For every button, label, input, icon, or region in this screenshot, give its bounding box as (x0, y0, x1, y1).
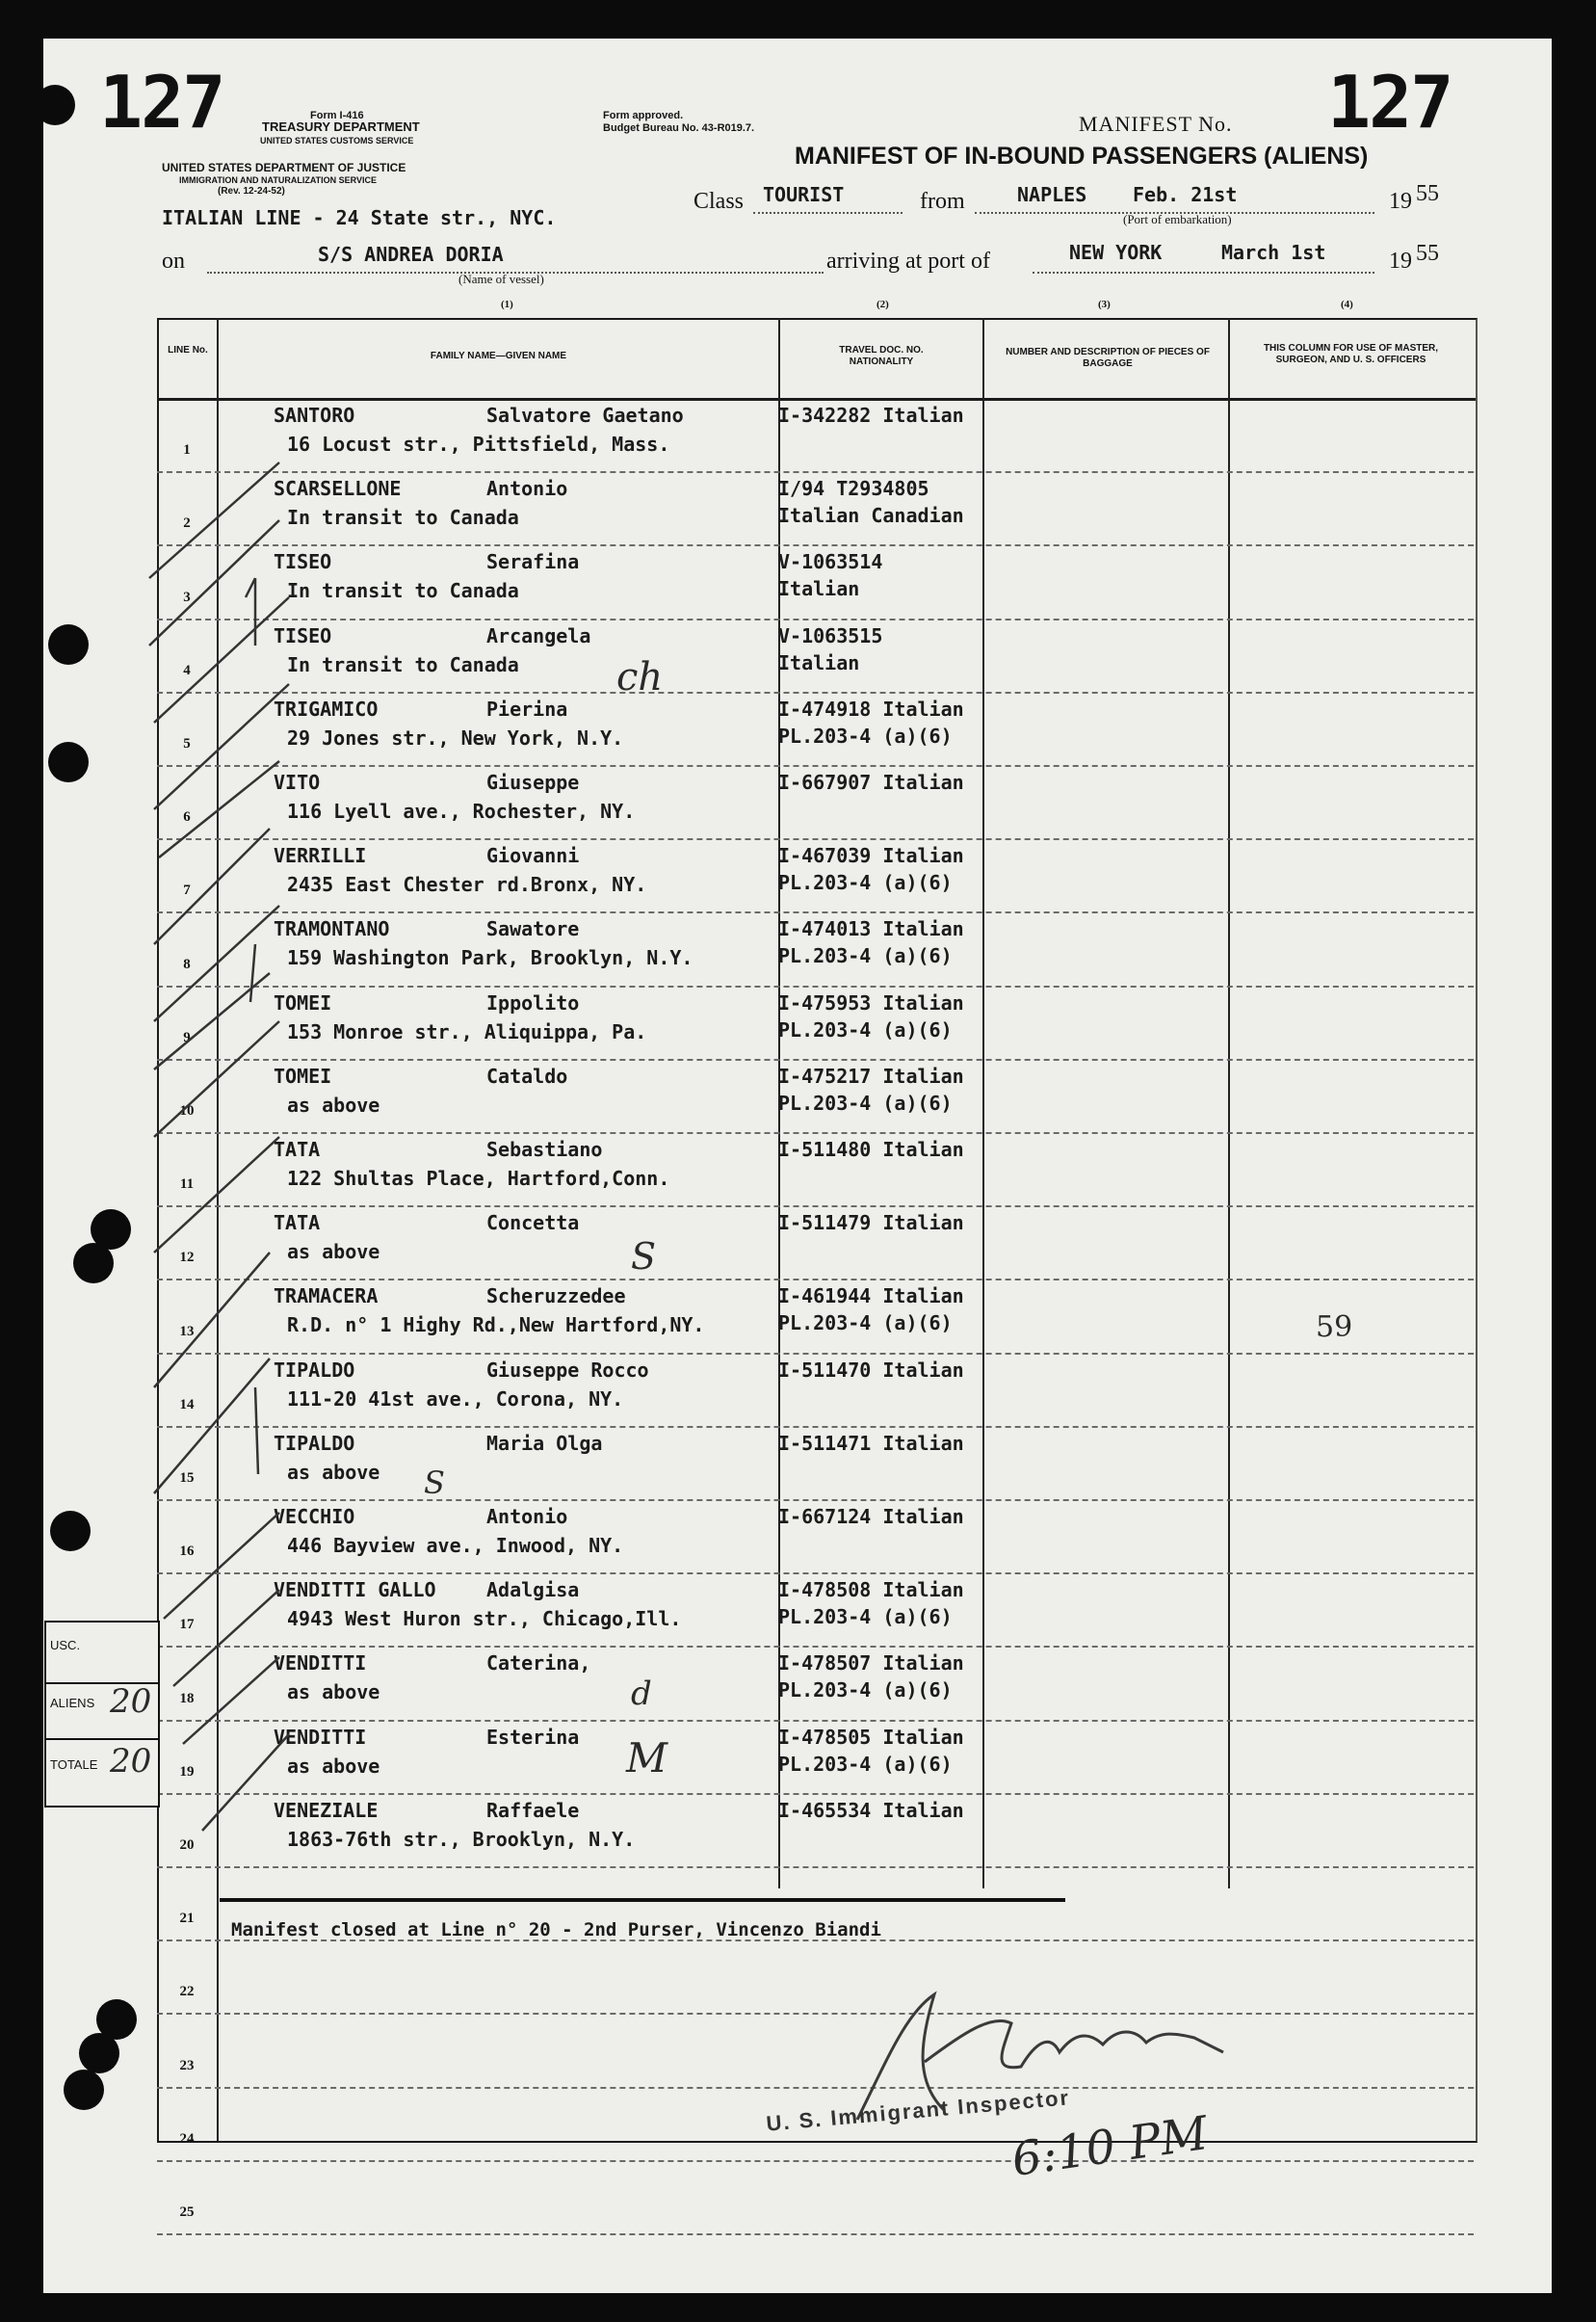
form-approved: Form approved. (603, 110, 684, 121)
passenger-family-name: TATA (274, 1138, 321, 1161)
line-number: 23 (179, 2057, 195, 2073)
passenger-given-name: Concetta (486, 1211, 580, 1235)
passenger-address: 116 Lyell ave., Rochester, NY. (287, 800, 636, 823)
row-divider (157, 2233, 1474, 2235)
passenger-family-name: TOMEI (274, 990, 332, 1015)
inspector-label: U. S. Immigrant Inspector (765, 2085, 1071, 2136)
line-number: 25 (179, 2204, 195, 2220)
travel-doc-number: I-667907 Italian (778, 771, 964, 794)
passenger-family-name: TOMEI (274, 1064, 332, 1088)
travel-doc-number: I-474918 Italian (778, 697, 964, 721)
passenger-family-name: VENDITTI (274, 1651, 367, 1676)
officer-note: 59 (1316, 1310, 1353, 1344)
travel-doc-number: I-667124 Italian (778, 1505, 964, 1528)
passenger-address: In transit to Canada (287, 579, 519, 603)
header-name: FAMILY NAME—GIVEN NAME (430, 351, 567, 361)
manifest-no-label: MANIFEST No. (1079, 112, 1233, 136)
line-number: 18 (179, 1690, 195, 1706)
punch-hole (48, 742, 89, 782)
line-number: 10 (179, 1103, 195, 1119)
passenger-address: 16 Locust str., Pittsfield, Mass. (287, 433, 670, 456)
travel-doc-number: V-1063514 (778, 550, 883, 574)
line-number: 24 (179, 2130, 195, 2147)
line-number: 22 (179, 1984, 195, 2000)
handwritten-mark: S (631, 1235, 657, 1278)
passenger-given-name: Antonio (486, 1505, 568, 1528)
time-note: 6:10 PM (1008, 2106, 1212, 2187)
line-number: 20 (179, 1837, 195, 1853)
travel-doc-number: I-511470 Italian (778, 1358, 964, 1382)
travel-doc-detail: Italian Canadian (778, 504, 964, 528)
passenger-family-name: TISEO (274, 550, 332, 574)
passenger-address: 1863-76th str., Brooklyn, N.Y. (287, 1827, 636, 1851)
passenger-given-name: Pierina (486, 697, 568, 721)
handwritten-mark: ch (616, 655, 664, 699)
passenger-given-name: Arcangela (486, 623, 591, 647)
passenger-family-name: TRAMACERA (274, 1284, 379, 1308)
passenger-family-name: VERRILLI (274, 844, 367, 868)
passenger-family-name: VENDITTI (274, 1725, 367, 1749)
passenger-family-name: TISEO (274, 623, 332, 647)
year-value: 55 (1416, 181, 1439, 206)
treasury-dept: TREASURY DEPARTMENT (262, 119, 420, 134)
header-line-no: LINE No. (168, 345, 208, 356)
passenger-given-name: Maria Olga (486, 1431, 603, 1455)
aliens-value: 20 (110, 1682, 152, 1721)
travel-doc-number: I-342282 Italian (778, 404, 964, 427)
travel-doc-detail: PL.203-4 (a)(6) (778, 944, 953, 968)
class-label: Class (693, 189, 745, 214)
punch-hole (35, 85, 75, 125)
handwritten-mark: d (631, 1675, 652, 1713)
travel-doc-detail: PL.203-4 (a)(6) (778, 1091, 953, 1115)
travel-doc-number: I-511471 Italian (778, 1431, 964, 1455)
manifest-title: MANIFEST OF IN-BOUND PASSENGERS (ALIENS) (795, 143, 1369, 170)
punch-hole (79, 2033, 119, 2073)
passenger-family-name: VECCHIO (274, 1505, 355, 1528)
passenger-given-name: Serafina (486, 550, 580, 574)
customs-service: UNITED STATES CUSTOMS SERVICE (260, 136, 414, 145)
passenger-family-name: SCARSELLONE (274, 477, 402, 501)
line-number: 1 (183, 442, 191, 459)
usc-label: USC. (50, 1638, 81, 1652)
line-number: 9 (183, 1029, 191, 1045)
passenger-family-name: TATA (274, 1211, 321, 1235)
passenger-given-name: Giuseppe Rocco (486, 1358, 649, 1382)
vessel-caption: (Name of vessel) (458, 272, 544, 286)
passenger-address: 4943 West Huron str., Chicago,Ill. (287, 1607, 682, 1631)
line-number: 19 (179, 1763, 195, 1780)
form-revision: (Rev. 12-24-52) (218, 186, 285, 197)
passenger-given-name: Sawatore (486, 917, 580, 941)
passenger-address: 159 Washington Park, Brooklyn, N.Y. (287, 946, 693, 970)
arriving-label: arriving at port of (826, 249, 990, 274)
class-value: TOURIST (763, 183, 845, 206)
passenger-given-name: Sebastiano (486, 1138, 603, 1161)
passenger-given-name: Cataldo (486, 1064, 568, 1088)
col-num-2: (2) (876, 299, 889, 310)
line-number: 21 (179, 1911, 195, 1927)
passenger-address: as above (287, 1093, 380, 1117)
header-travel-doc: TRAVEL DOC. NO. NATIONALITY (839, 345, 924, 367)
punch-hole (48, 624, 89, 665)
year-prefix: 19 (1389, 189, 1412, 214)
passenger-given-name: Scheruzzedee (486, 1284, 626, 1308)
line-number: 14 (179, 1396, 195, 1412)
travel-doc-detail: PL.203-4 (a)(6) (778, 1311, 953, 1335)
manifest-closing-note: Manifest closed at Line n° 20 - 2nd Purser, Vincenzo Biandi (231, 1919, 881, 1940)
ins-service: IMMIGRATION AND NATURALIZATION SERVICE (179, 175, 377, 185)
form-number: Form I-416 (310, 110, 364, 121)
passenger-address: 2435 East Chester rd.Bronx, NY. (287, 873, 647, 897)
alien-tally-box (44, 1621, 160, 1807)
passenger-address: 111-20 41st ave., Corona, NY. (287, 1386, 624, 1411)
line-number: 16 (179, 1544, 195, 1560)
passenger-given-name: Caterina, (486, 1651, 591, 1676)
passenger-given-name: Esterina (486, 1725, 580, 1749)
row-divider (157, 1866, 1474, 1868)
passenger-given-name: Salvatore Gaetano (486, 404, 684, 427)
travel-doc-number: I-467039 Italian (778, 844, 964, 868)
travel-doc-detail: Italian (778, 650, 860, 674)
passenger-given-name: Raffaele (486, 1798, 580, 1822)
punch-hole (50, 1511, 91, 1551)
passenger-family-name: TIPALDO (274, 1431, 355, 1455)
travel-doc-number: I-465534 Italian (778, 1798, 964, 1822)
line-number: 7 (183, 883, 191, 899)
travel-doc-number: V-1063515 (778, 623, 883, 647)
travel-doc-number: I-478505 Italian (778, 1725, 964, 1749)
handwritten-mark: S (424, 1464, 445, 1501)
line-number: 12 (179, 1250, 195, 1266)
travel-doc-detail: PL.203-4 (a)(6) (778, 1605, 953, 1629)
passenger-address: as above (287, 1754, 380, 1778)
stamp-number-right: 127 (1327, 60, 1452, 145)
stamp-number-left: 127 (99, 60, 224, 145)
passenger-address: 29 Jones str., New York, N.Y. (287, 726, 624, 750)
travel-doc-number: I-461944 Italian (778, 1284, 964, 1308)
passenger-family-name: SANTORO (274, 404, 355, 427)
passenger-family-name: TIPALDO (274, 1358, 355, 1382)
travel-doc-number: I-475217 Italian (778, 1064, 964, 1088)
line-number: 4 (183, 662, 191, 678)
line-number: 8 (183, 956, 191, 972)
passenger-address: as above (287, 1680, 380, 1704)
col-num-1: (1) (501, 299, 513, 310)
vessel-name: S/S ANDREA DORIA (318, 243, 504, 266)
travel-doc-detail: PL.203-4 (a)(6) (778, 1678, 953, 1702)
header-officers: THIS COLUMN FOR USE OF MASTER, SURGEON, AND U. S. OFFICERS (1263, 343, 1439, 365)
passenger-given-name: Antonio (486, 477, 568, 501)
travel-doc-number: I-511479 Italian (778, 1211, 964, 1235)
passenger-family-name: VENEZIALE (274, 1798, 379, 1822)
punch-hole (73, 1243, 114, 1283)
travel-doc-detail: Italian (778, 577, 860, 601)
line-number: 6 (183, 809, 191, 826)
passenger-address: as above (287, 1460, 380, 1484)
passenger-address: 153 Monroe str., Aliquippa, Pa. (287, 1019, 647, 1043)
checkmarks (144, 405, 395, 1850)
line-number: 13 (179, 1323, 195, 1339)
col-num-3: (3) (1098, 299, 1111, 310)
travel-doc-detail: PL.203-4 (a)(6) (778, 1017, 953, 1042)
passenger-family-name: TRAMONTANO (274, 917, 390, 941)
passenger-given-name: Giuseppe (486, 771, 580, 794)
on-label: on (162, 249, 185, 274)
passenger-given-name: Adalgisa (486, 1578, 580, 1602)
passenger-family-name: VITO (274, 771, 321, 794)
travel-doc-detail: PL.203-4 (a)(6) (778, 871, 953, 895)
line-number: 17 (179, 1617, 195, 1633)
port-embarkation-caption: (Port of embarkation) (1123, 212, 1232, 226)
punch-hole (64, 2070, 104, 2110)
from-label: from (920, 189, 965, 214)
passenger-given-name: Ippolito (486, 990, 580, 1015)
line-company: ITALIAN LINE - 24 State str., NYC. (162, 206, 557, 229)
passenger-address: R.D. n° 1 Highy Rd.,New Hartford,NY. (287, 1313, 705, 1337)
passenger-address: In transit to Canada (287, 506, 519, 530)
travel-doc-number: I-474013 Italian (778, 917, 964, 941)
line-number: 3 (183, 589, 191, 605)
passenger-address: as above (287, 1240, 380, 1264)
year-prefix-2: 19 (1389, 249, 1412, 274)
line-number: 2 (183, 515, 191, 532)
from-date: Feb. 21st (1133, 183, 1238, 206)
total-value: 20 (110, 1742, 152, 1781)
aliens-label: ALIENS (50, 1696, 95, 1710)
row-divider (157, 2160, 1474, 2162)
passenger-address: 446 Bayview ave., Inwood, NY. (287, 1534, 624, 1557)
travel-doc-number: I-478508 Italian (778, 1578, 964, 1602)
passenger-address: 122 Shultas Place, Hartford,Conn. (287, 1167, 670, 1190)
from-port: NAPLES (1017, 183, 1087, 206)
justice-dept: UNITED STATES DEPARTMENT OF JUSTICE (162, 161, 406, 174)
travel-doc-number: I-475953 Italian (778, 990, 964, 1015)
header-baggage: NUMBER AND DESCRIPTION OF PIECES OF BAGGAGE (1006, 347, 1210, 369)
arrival-port: NEW YORK (1069, 241, 1163, 264)
passenger-family-name: VENDITTI GALLO (274, 1578, 436, 1602)
handwritten-mark: M (626, 1734, 668, 1781)
line-number: 5 (183, 736, 191, 752)
line-number: 11 (179, 1176, 195, 1193)
year-value-2: 55 (1416, 241, 1439, 266)
passenger-address: In transit to Canada (287, 652, 519, 676)
travel-doc-number: I/94 T2934805 (778, 477, 929, 501)
travel-doc-detail: PL.203-4 (a)(6) (778, 724, 953, 748)
passenger-given-name: Giovanni (486, 844, 580, 868)
arrival-date: March 1st (1221, 241, 1326, 264)
total-label: TOTALE (50, 1757, 98, 1772)
travel-doc-number: I-511480 Italian (778, 1138, 964, 1161)
col-num-4: (4) (1341, 299, 1353, 310)
line-number: 15 (179, 1470, 195, 1486)
travel-doc-number: I-478507 Italian (778, 1651, 964, 1676)
row-divider (157, 2013, 1474, 2015)
row-divider (157, 2087, 1474, 2089)
travel-doc-detail: PL.203-4 (a)(6) (778, 1752, 953, 1776)
budget-bureau: Budget Bureau No. 43-R019.7. (603, 122, 755, 134)
passenger-family-name: TRIGAMICO (274, 697, 379, 721)
